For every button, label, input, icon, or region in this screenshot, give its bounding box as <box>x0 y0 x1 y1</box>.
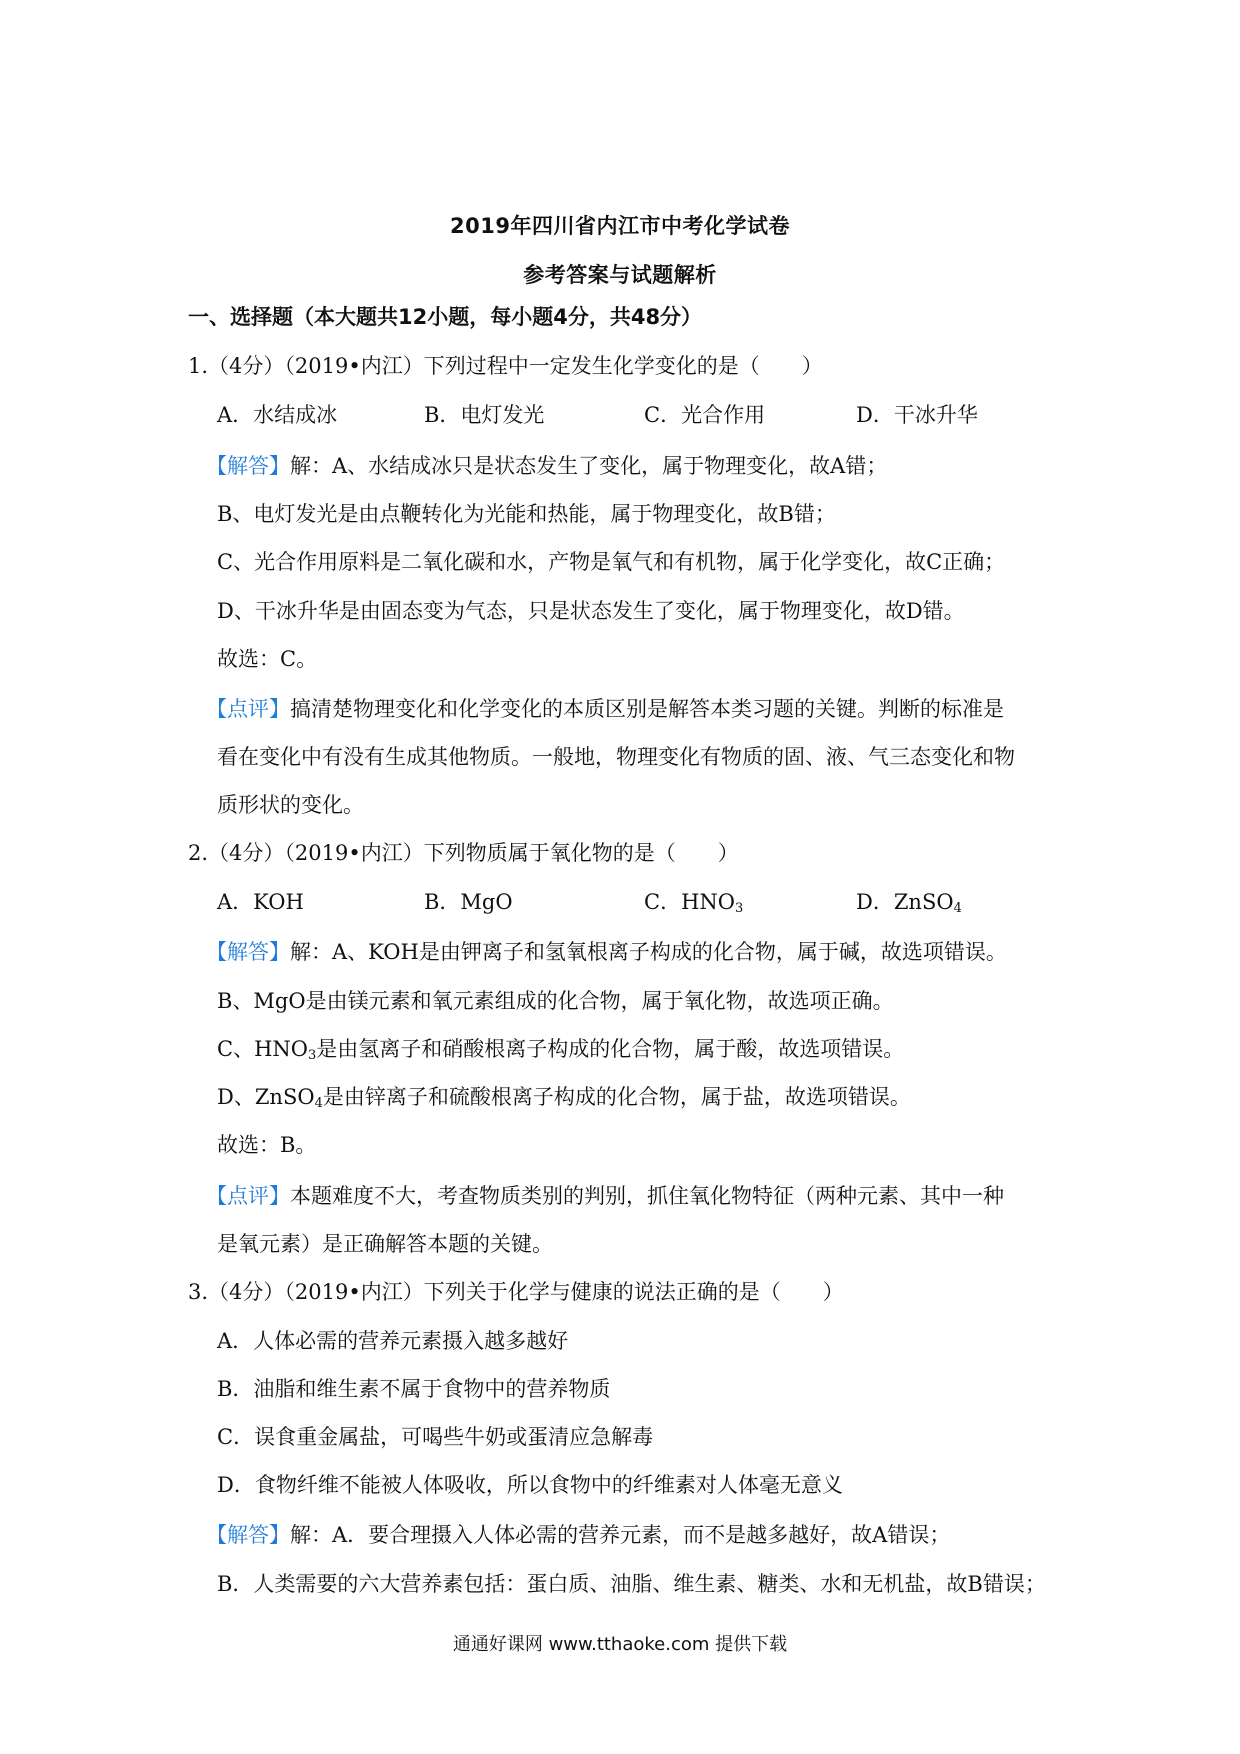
q1-option-c: C．光合作用 <box>644 403 766 427</box>
comment-label: 【点评】 <box>206 697 290 721</box>
q2-option-b: B．MgO <box>424 890 513 914</box>
q1-comment-line-2: 看在变化中有没有生成其他物质。一般地，物理变化有物质的固、液、气三态变化和物 <box>217 745 1015 769</box>
page-title: 2019年四川省内江市中考化学试卷 <box>450 214 790 238</box>
q3-answer-line-1: 【解答】解：A．要合理摄入人体必需的营养元素，而不是越多越好，故A错误； <box>206 1523 951 1547</box>
question-2-stem: 2.（4分）（2019•内江）下列物质属于氧化物的是（ ） <box>188 841 739 865</box>
comment-label: 【点评】 <box>206 1184 290 1208</box>
answer-label: 【解答】 <box>206 940 290 964</box>
page-footer: 通通好课网 www.tthaoke.com 提供下载 <box>452 1634 788 1655</box>
q1-choice: 故选：C。 <box>217 647 318 671</box>
q1-option-a: A．水结成冰 <box>217 403 338 427</box>
q1-answer-line-3: C、光合作用原料是二氧化碳和水，产物是氧气和有机物，属于化学变化，故C正确； <box>217 550 1006 574</box>
answer-label: 【解答】 <box>206 1523 290 1547</box>
q2-answer-line-2: B、MgO是由镁元素和氧元素组成的化合物，属于氧化物，故选项正确。 <box>217 989 894 1013</box>
q2-option-a: A．KOH <box>217 890 304 914</box>
q1-comment-line-3: 质形状的变化。 <box>217 793 364 817</box>
q2-answer-line-1: 【解答】解：A、KOH是由钾离子和氢氧根离子构成的化合物，属于碱，故选项错误。 <box>206 940 1007 964</box>
q2-comment-line-2: 是氧元素）是正确解答本题的关键。 <box>217 1232 553 1256</box>
section-heading: 一、选择题（本大题共12小题，每小题4分，共48分） <box>188 305 703 329</box>
q2-choice: 故选：B。 <box>217 1133 317 1157</box>
q2-answer-line-4: D、ZnSO$_4$是由锌离子和硫酸根离子构成的化合物，属于盐，故选项错误。 <box>217 1085 911 1111</box>
q1-option-d: D．干冰升华 <box>856 403 978 427</box>
q3-option-b: B．油脂和维生素不属于食物中的营养物质 <box>217 1377 611 1401</box>
q1-answer-line-4: D、干冰升华是由固态变为气态，只是状态发生了变化，属于物理变化，故D错。 <box>217 599 965 623</box>
q1-option-b: B．电灯发光 <box>424 403 545 427</box>
q3-option-c: C．误食重金属盐，可喝些牛奶或蛋清应急解毒 <box>217 1425 654 1449</box>
q2-option-c: C．$HNO_3$ <box>644 890 744 916</box>
q1-answer-line-1: 【解答】解：A、水结成冰只是状态发生了变化，属于物理变化，故A错； <box>206 454 888 478</box>
q3-option-a: A．人体必需的营养元素摄入越多越好 <box>217 1329 569 1353</box>
q1-comment-line-1: 【点评】搞清楚物理变化和化学变化的本质区别是解答本类习题的关键。判断的标准是 <box>206 697 1004 721</box>
q3-answer-line-2: B．人类需要的六大营养素包括：蛋白质、油脂、维生素、糖类、水和无机盐，故B错误； <box>217 1572 1046 1596</box>
q2-answer-line-3: C、$HNO_3$是由氢离子和硝酸根离子构成的化合物，属于酸，故选项错误。 <box>217 1037 905 1063</box>
question-3-stem: 3.（4分）（2019•内江）下列关于化学与健康的说法正确的是（ ） <box>188 1280 844 1304</box>
question-1-stem: 1.（4分）（2019•内江）下列过程中一定发生化学变化的是（ ） <box>188 354 823 378</box>
q1-answer-line-2: B、电灯发光是由点鞭转化为光能和热能，属于物理变化，故B错； <box>217 502 836 526</box>
q3-option-d: D．食物纤维不能被人体吸收，所以食物中的纤维素对人体毫无意义 <box>217 1473 843 1497</box>
q2-comment-line-1: 【点评】本题难度不大，考查物质类别的判别，抓住氧化物特征（两种元素、其中一种 <box>206 1184 1004 1208</box>
q2-option-d: D．ZnSO$_4$ <box>856 890 962 916</box>
page-subtitle: 参考答案与试题解析 <box>523 263 717 287</box>
answer-label: 【解答】 <box>206 454 290 478</box>
